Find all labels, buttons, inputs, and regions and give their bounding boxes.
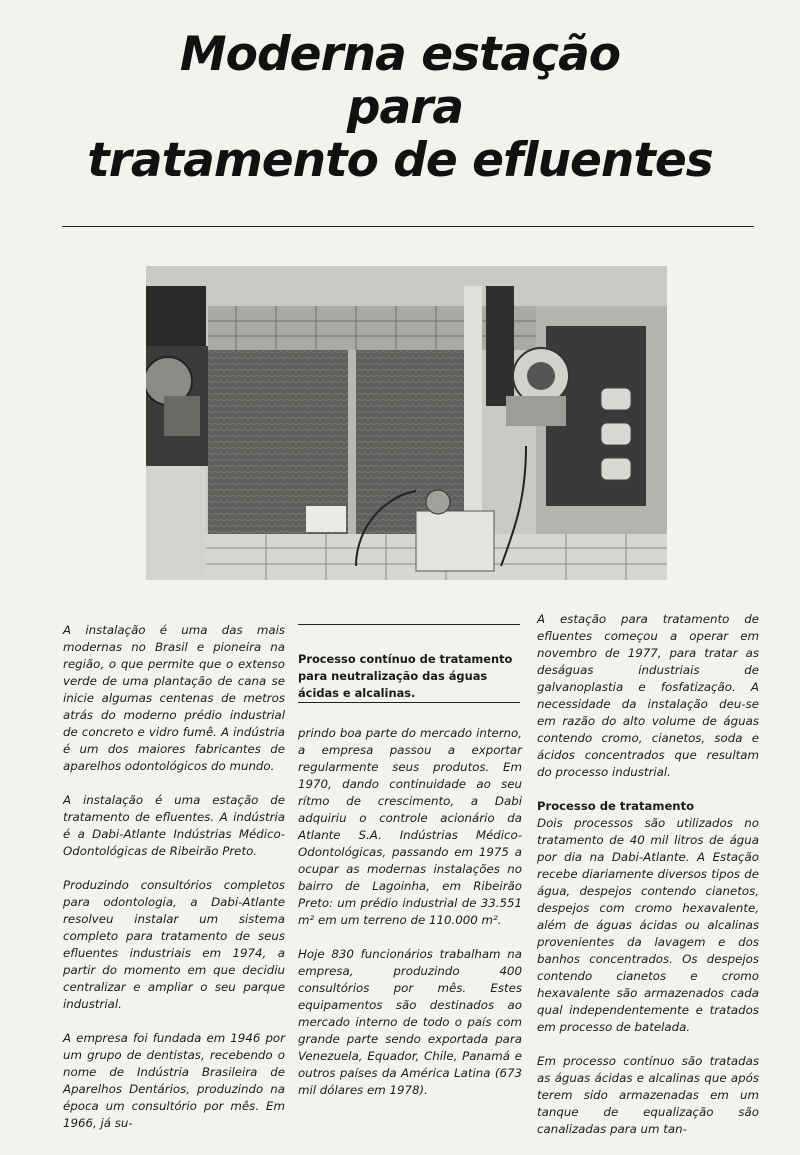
paragraph: Dois processos são utilizados no tratamento de 40 mil litros de água por dia na Dabi-Atlante. A Estação recebe diariamente diversos tipos de água, despejos contendo cianetos, despejos com cromo hexavalente, além de águas ácidas ou alcalinas provenientes da lavagem e dos banhos concentrados. Os despejos contendo cianetos e cromo hexavalente são armazenados cada qual independentemente e tratados em processo de batelada. (537, 816, 759, 1034)
paragraph: Produzindo consultórios completos para odontologia, a Dabi-Atlante resolveu instalar um sistema completo para tratamento de seus efluentes industriais em 1974, a partir do momento em que decidiu centralizar e ampliar o seu parque industrial. (63, 878, 285, 1011)
article-title (0, 28, 800, 187)
paragraph: A estação para tratamento de efluentes começou a operar em novembro de 1977, para tratar as deságuas industriais de galvanoplastia e fosfatização. A necessidade da instalação deu-se em razão do alto volume de águas contendo cromo, cianetos, soda e ácidos concentrados que resultam do processo industrial. (537, 612, 759, 779)
photo-caption: Processo contínuo de tratamento para neutralização das águas ácidas e alcalinas. (298, 652, 513, 700)
paragraph: Hoje 830 funcionários trabalham na empresa, produzindo 400 consultórios por mês. Estes equipamentos são destinados ao mercado interno de todo o país com grande parte sendo exportada para Venezuela, Equador, Chile, Panamá e outros países da América Latina (673 mil dólares em 1978). (298, 947, 522, 1097)
caption-bottom-rule (298, 702, 520, 703)
paragraph: A instalação é uma das mais modernas no Brasil e pioneira na região, o que permite que o extenso verde de uma plantação de cana se inicie algumas centenas de metros atrás do moderno prédio industrial de concreto e vidro fumê. A indústria é um dos maiores fabricantes de aparelhos odontológicos do mundo. (63, 623, 285, 773)
right-column (537, 611, 759, 1155)
middle-column (298, 725, 522, 1116)
paragraph: A empresa foi fundada em 1946 por um grupo de dentistas, recebendo o nome de Indústria Brasileira de Aparelhos Dentários, produzindo na época um consultório por mês. Em 1966, já su- (63, 1031, 285, 1130)
title-line-2: para (346, 80, 464, 135)
photo-image-icon (146, 266, 667, 580)
section-subheading: Processo de tratamento (537, 799, 695, 813)
title-line-3: tratamento de efluentes (87, 133, 713, 188)
title-line-1: Moderna estação (179, 27, 621, 82)
left-column (63, 622, 285, 1149)
treatment-plant-photo (146, 266, 667, 580)
paragraph: Em processo contínuo são tratadas as águas ácidas e alcalinas que após terem sido armazenadas em um tanque de equalização são canalizadas para um tan- (537, 1054, 759, 1136)
caption-top-rule (298, 624, 520, 625)
paragraph: prindo boa parte do mercado interno, a empresa passou a exportar regularmente seus produtos. Em 1970, dando continuidade ao seu rítmo de crescimento, a Dabi adquiriu o controle acionário da Atlante S.A. Indústrias Médico-Odontológicas, passando em 1975 a ocupar as modernas instalações no bairro de Lagoinha, em Ribeirão Preto: um prédio industrial de 33.551 m² em um terreno de 110.000 m². (298, 726, 522, 927)
title-divider (62, 226, 754, 227)
paragraph: A instalação é uma estação de tratamento de efluentes. A indústria é a Dabi-Atlante Indústrias Médico-Odontológicas de Ribeirão Preto. (63, 793, 285, 858)
